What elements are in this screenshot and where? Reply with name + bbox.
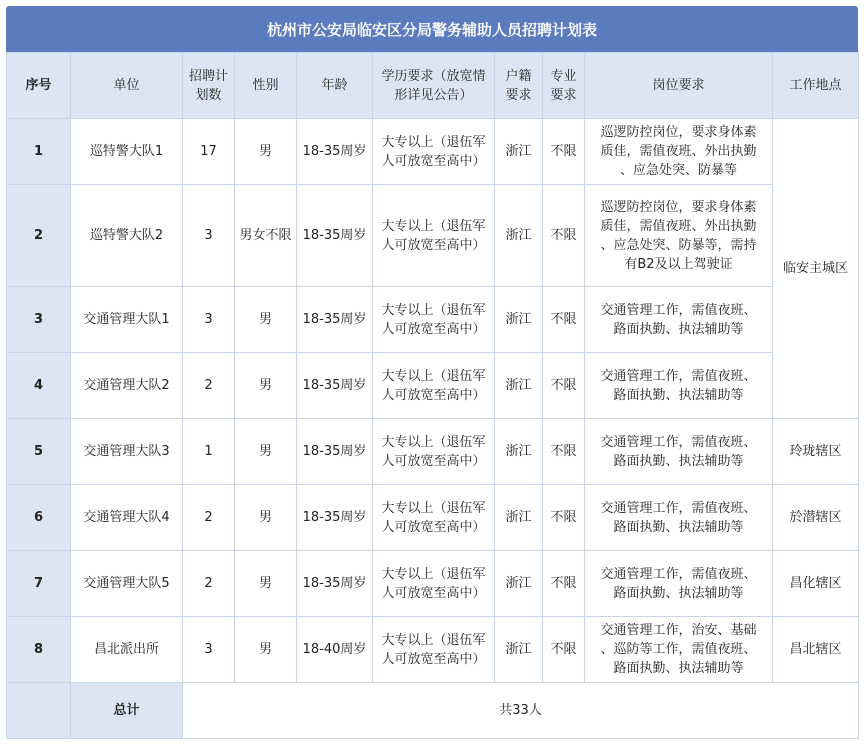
total-row — [7, 683, 859, 739]
table-row — [7, 551, 859, 617]
header-location: 工作地点 — [773, 53, 859, 119]
header-major: 专业 要求 — [543, 53, 585, 119]
row-huji: 浙江 — [495, 353, 543, 419]
row-count: 1 — [183, 419, 235, 485]
row-education: 大专以上（退伍军 人可放宽至高中） — [373, 551, 495, 617]
row-education: 大专以上（退伍军 人可放宽至高中） — [373, 287, 495, 353]
table-row — [7, 353, 859, 419]
row-education: 大专以上（退伍军 人可放宽至高中） — [373, 185, 495, 287]
header-education: 学历要求（放宽情 形详见公告） — [373, 53, 495, 119]
row-age: 18-35周岁 — [297, 485, 373, 551]
row-major: 不限 — [543, 419, 585, 485]
table-row — [7, 185, 859, 287]
header-row — [7, 53, 859, 119]
row-education: 大专以上（退伍军 人可放宽至高中） — [373, 119, 495, 185]
header-count: 招聘计 划数 — [183, 53, 235, 119]
row-unit: 巡特警大队2 — [71, 185, 183, 287]
row-index: 6 — [7, 485, 71, 551]
row-gender: 男 — [235, 617, 297, 683]
row-age: 18-35周岁 — [297, 185, 373, 287]
row-index: 7 — [7, 551, 71, 617]
row-major: 不限 — [543, 485, 585, 551]
row-index: 8 — [7, 617, 71, 683]
row-index: 4 — [7, 353, 71, 419]
total-value: 共33人 — [183, 683, 859, 739]
row-gender: 男女不限 — [235, 185, 297, 287]
row-count: 2 — [183, 551, 235, 617]
row-location: 临安主城区 — [773, 119, 859, 419]
row-location: 於潜辖区 — [773, 485, 859, 551]
row-age: 18-35周岁 — [297, 119, 373, 185]
row-count: 3 — [183, 185, 235, 287]
header-huji: 户籍 要求 — [495, 53, 543, 119]
row-location: 昌北辖区 — [773, 617, 859, 683]
row-post: 巡逻防控岗位，要求身体素 质佳，需值夜班、外出执勤 、应急处突、防暴等 — [585, 119, 773, 185]
row-huji: 浙江 — [495, 119, 543, 185]
header-post: 岗位要求 — [585, 53, 773, 119]
row-count: 2 — [183, 353, 235, 419]
row-major: 不限 — [543, 185, 585, 287]
table-row — [7, 119, 859, 185]
row-post: 交通管理工作，治安、基础 、巡防等工作，需值夜班、 路面执勤、执法辅助等 — [585, 617, 773, 683]
row-post: 巡逻防控岗位，要求身体素 质佳，需值夜班、外出执勤 、应急处突、防暴等，需持 有B2及以上驾驶证 — [585, 185, 773, 287]
table-row — [7, 419, 859, 485]
row-index: 3 — [7, 287, 71, 353]
row-unit: 交通管理大队1 — [71, 287, 183, 353]
row-count: 3 — [183, 287, 235, 353]
row-age: 18-35周岁 — [297, 353, 373, 419]
row-huji: 浙江 — [495, 419, 543, 485]
row-major: 不限 — [543, 353, 585, 419]
row-count: 2 — [183, 485, 235, 551]
row-major: 不限 — [543, 119, 585, 185]
row-unit: 交通管理大队5 — [71, 551, 183, 617]
row-count: 3 — [183, 617, 235, 683]
table-row — [7, 485, 859, 551]
row-gender: 男 — [235, 485, 297, 551]
total-label: 总计 — [71, 683, 183, 739]
row-huji: 浙江 — [495, 485, 543, 551]
row-gender: 男 — [235, 119, 297, 185]
recruitment-plan-table — [6, 52, 859, 739]
header-unit: 单位 — [71, 53, 183, 119]
row-huji: 浙江 — [495, 287, 543, 353]
table-row — [7, 287, 859, 353]
row-location: 玲珑辖区 — [773, 419, 859, 485]
header-index: 序号 — [7, 53, 71, 119]
header-gender: 性别 — [235, 53, 297, 119]
row-age: 18-40周岁 — [297, 617, 373, 683]
row-age: 18-35周岁 — [297, 287, 373, 353]
row-unit: 交通管理大队4 — [71, 485, 183, 551]
row-gender: 男 — [235, 353, 297, 419]
row-unit: 巡特警大队1 — [71, 119, 183, 185]
row-education: 大专以上（退伍军 人可放宽至高中） — [373, 419, 495, 485]
row-unit: 交通管理大队3 — [71, 419, 183, 485]
row-education: 大专以上（退伍军 人可放宽至高中） — [373, 353, 495, 419]
row-gender: 男 — [235, 419, 297, 485]
table-title: 杭州市公安局临安区分局警务辅助人员招聘计划表 — [6, 6, 858, 52]
row-major: 不限 — [543, 551, 585, 617]
row-education: 大专以上（退伍军 人可放宽至高中） — [373, 485, 495, 551]
row-index: 1 — [7, 119, 71, 185]
row-huji: 浙江 — [495, 185, 543, 287]
row-major: 不限 — [543, 287, 585, 353]
header-age: 年龄 — [297, 53, 373, 119]
row-post: 交通管理工作，需值夜班、 路面执勤、执法辅助等 — [585, 287, 773, 353]
row-index: 5 — [7, 419, 71, 485]
table-row — [7, 617, 859, 683]
row-major: 不限 — [543, 617, 585, 683]
row-location: 昌化辖区 — [773, 551, 859, 617]
row-post: 交通管理工作，需值夜班、 路面执勤、执法辅助等 — [585, 551, 773, 617]
row-huji: 浙江 — [495, 551, 543, 617]
row-gender: 男 — [235, 287, 297, 353]
row-huji: 浙江 — [495, 617, 543, 683]
row-gender: 男 — [235, 551, 297, 617]
row-age: 18-35周岁 — [297, 419, 373, 485]
total-spacer — [7, 683, 71, 739]
row-index: 2 — [7, 185, 71, 287]
row-count: 17 — [183, 119, 235, 185]
row-unit: 昌北派出所 — [71, 617, 183, 683]
row-post: 交通管理工作，需值夜班、 路面执勤、执法辅助等 — [585, 353, 773, 419]
row-post: 交通管理工作，需值夜班、 路面执勤、执法辅助等 — [585, 485, 773, 551]
row-age: 18-35周岁 — [297, 551, 373, 617]
row-education: 大专以上（退伍军 人可放宽至高中） — [373, 617, 495, 683]
row-unit: 交通管理大队2 — [71, 353, 183, 419]
row-post: 交通管理工作，需值夜班、 路面执勤、执法辅助等 — [585, 419, 773, 485]
